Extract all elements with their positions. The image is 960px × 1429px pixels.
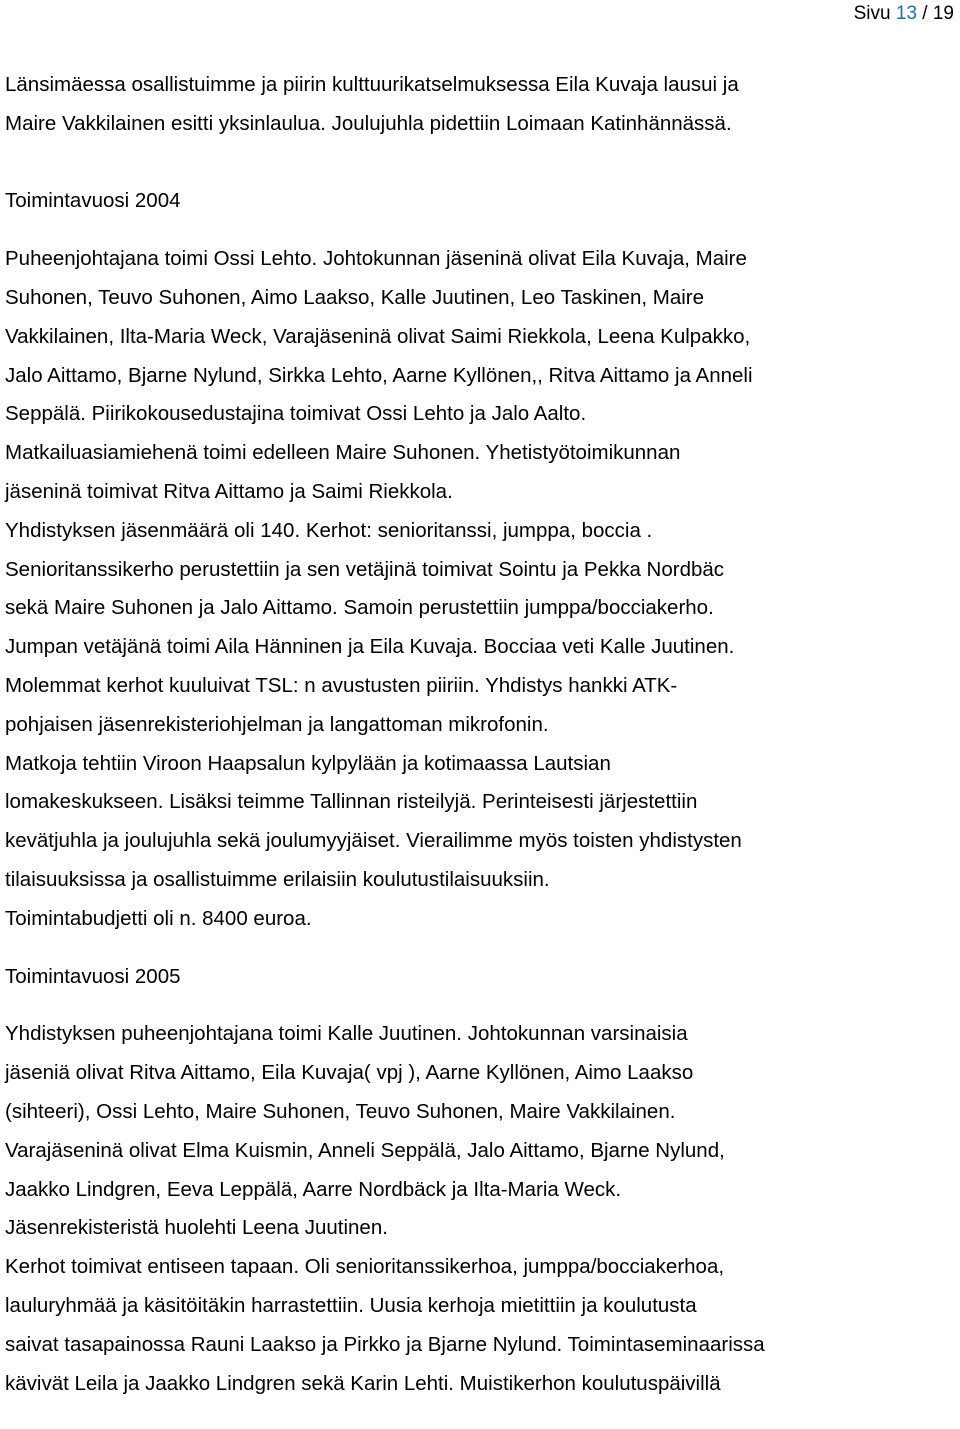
intro-line: Maire Vakkilainen esitti yksinlaulua. Joulujuhla pidettiin Loimaan Katinhännässä. bbox=[5, 111, 732, 135]
paragraph-line: Seppälä. Piirikokousedustajina toimivat Ossi Lehto ja Jalo Aalto. bbox=[5, 402, 587, 426]
paragraph-gap bbox=[5, 144, 955, 183]
paragraph-line: Yhdistyksen jäsenmäärä oli 140. Kerhot: senioritanssi, jumppa, boccia . bbox=[5, 518, 653, 542]
section-heading-2005: Toimintavuosi 2005 bbox=[5, 964, 181, 988]
paragraph-line: Jalo Aittamo, Bjarne Nylund, Sirkka Lehto, Aarne Kyllönen,, Ritva Aittamo ja Anneli bbox=[5, 363, 753, 387]
paragraph-line: Toimintabudjetti oli n. 8400 euroa. bbox=[5, 906, 312, 930]
paragraph-line: Senioritanssikerho perustettiin ja sen vetäjinä toimivat Sointu ja Pekka Nordbäc bbox=[5, 557, 725, 581]
paragraph-gap bbox=[5, 939, 955, 958]
paragraph-line: Yhdistyksen puheenjohtajana toimi Kalle Juutinen. Johtokunnan varsinaisia bbox=[5, 1022, 688, 1046]
paragraph-line: Puheenjohtajana toimi Ossi Lehto. Johtokunnan jäseninä olivat Eila Kuvaja, Maire bbox=[5, 247, 747, 271]
paragraph-line: kevätjuhla ja joulujuhla sekä joulumyyjäiset. Vierailimme myös toisten yhdistysten bbox=[5, 829, 742, 853]
paragraph-line: jäseninä toimivat Ritva Aittamo ja Saimi Riekkola. bbox=[5, 479, 453, 503]
paragraph-gap bbox=[5, 221, 955, 240]
paragraph-gap bbox=[5, 996, 955, 1015]
paragraph-line: Suhonen, Teuvo Suhonen, Aimo Laakso, Kalle Juutinen, Leo Taskinen, Maire bbox=[5, 285, 705, 309]
paragraph-line: Vakkilainen, Ilta-Maria Weck, Varajäseninä olivat Saimi Riekkola, Leena Kulpakko, bbox=[5, 324, 751, 348]
page-number: 13 bbox=[895, 3, 918, 24]
document-body bbox=[5, 66, 955, 1403]
paragraph-line: Jaakko Lindgren, Eeva Leppälä, Aarre Nordbäck ja Ilta-Maria Weck. bbox=[5, 1177, 622, 1201]
paragraph-line: Molemmat kerhot kuuluivat TSL: n avustusten piiriin. Yhdistys hankki ATK- bbox=[5, 673, 678, 697]
paragraph-line: pohjaisen jäsenrekisteriohjelman ja langattoman mikrofonin. bbox=[5, 712, 549, 736]
paragraph-line: lomakeskukseen. Lisäksi teimme Tallinnan risteilyjä. Perinteisesti järjestettiin bbox=[5, 790, 698, 814]
page-total: 19 bbox=[932, 3, 954, 24]
paragraph-line: lauluryhmää ja käsitöitäkin harrastettiin. Uusia kerhoja mietittiin ja koulutusta bbox=[5, 1293, 697, 1317]
paragraph-line: Matkailuasiamiehenä toimi edelleen Maire Suhonen. Yhetistyötoimikunnan bbox=[5, 441, 681, 465]
page-label: Sivu bbox=[853, 3, 891, 24]
page-header bbox=[854, 2, 954, 26]
paragraph-line: Jumpan vetäjänä toimi Aila Hänninen ja Eila Kuvaja. Bocciaa veti Kalle Juutinen. bbox=[5, 635, 735, 659]
paragraph-line: jäseniä olivat Ritva Aittamo, Eila Kuvaja( vpj ), Aarne Kyllönen, Aimo Laakso bbox=[5, 1061, 694, 1085]
paragraph-line: (sihteeri), Ossi Lehto, Maire Suhonen, Teuvo Suhonen, Maire Vakkilainen. bbox=[5, 1099, 676, 1123]
paragraph-line: Kerhot toimivat entiseen tapaan. Oli senioritanssikerhoa, jumppa/bocciakerhoa, bbox=[5, 1255, 725, 1279]
paragraph-line: Matkoja tehtiin Viroon Haapsalun kylpylään ja kotimaassa Lautsian bbox=[5, 751, 611, 775]
page-separator: / bbox=[922, 3, 928, 24]
paragraph-line: Jäsenrekisteristä huolehti Leena Juutinen. bbox=[5, 1216, 388, 1240]
section-heading-2004: Toimintavuosi 2004 bbox=[5, 189, 181, 213]
paragraph-line: saivat tasapainossa Rauni Laakso ja Pirkko ja Bjarne Nylund. Toimintaseminaarissa bbox=[5, 1332, 765, 1356]
paragraph-line: kävivät Leila ja Jaakko Lindgren sekä Karin Lehti. Muistikerhon koulutuspäivillä bbox=[5, 1371, 721, 1395]
paragraph-line: Varajäseninä olivat Elma Kuismin, Anneli Seppälä, Jalo Aittamo, Bjarne Nylund, bbox=[5, 1138, 725, 1162]
paragraph-line: tilaisuuksissa ja osallistuimme erilaisiin koulutustilaisuuksiin. bbox=[5, 867, 550, 891]
paragraph-line: sekä Maire Suhonen ja Jalo Aittamo. Samoin perustettiin jumppa/bocciakerho. bbox=[5, 596, 714, 620]
intro-line: Länsimäessa osallistuimme ja piirin kulttuurikatselmuksessa Eila Kuvaja lausui ja bbox=[5, 73, 739, 96]
